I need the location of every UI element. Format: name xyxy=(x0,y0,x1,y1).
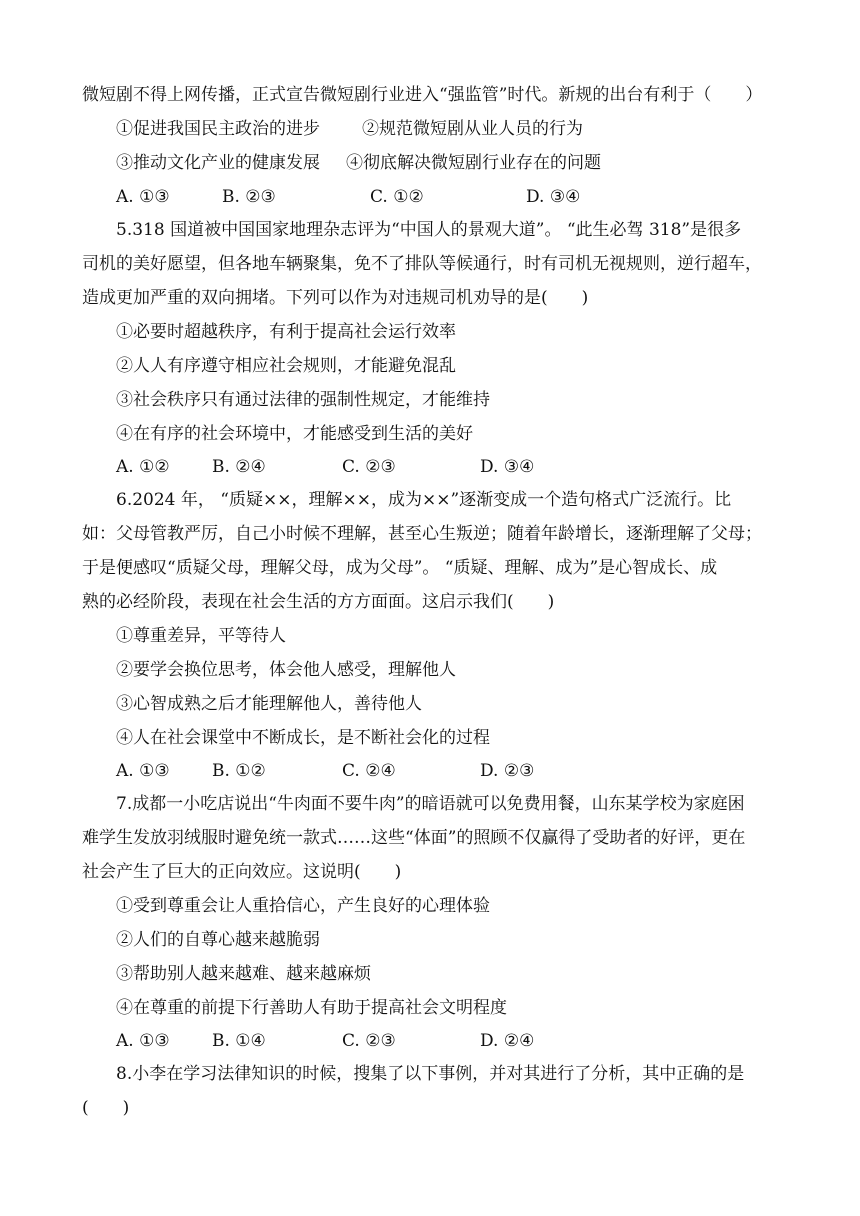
q8-stem-line-1: 8.小李在学习法律知识的时候，搜集了以下事例，并对其进行了分析，其中正确的是 xyxy=(116,1064,745,1084)
q5-option-b: B. ②④ xyxy=(212,457,266,477)
q5-item-3: ③社会秩序只有通过法律的强制性规定，才能维持 xyxy=(116,390,490,410)
q4-item-4: ④彻底解决微短剧行业存在的问题 xyxy=(346,153,601,173)
q4-item-2: ②规范微短剧从业人员的行为 xyxy=(362,119,583,139)
q6-option-b: B. ①② xyxy=(212,761,266,781)
q6-option-c: C. ②④ xyxy=(342,761,396,781)
q7-option-c: C. ②③ xyxy=(342,1031,396,1051)
q6-item-4: ④人在社会课堂中不断成长，是不断社会化的过程 xyxy=(116,728,490,748)
q6-option-a: A. ①③ xyxy=(116,761,170,781)
q5-option-c: C. ②③ xyxy=(342,457,396,477)
q5-stem-line-1: 5.318 国道被中国国家地理杂志评为“中国人的景观大道”。 “此生必驾 318”是很多 xyxy=(116,220,742,240)
q7-stem-line-3: 社会产生了巨大的正向效应。这说明( ) xyxy=(82,862,402,882)
q7-item-4: ④在尊重的前提下行善助人有助于提高社会文明程度 xyxy=(116,998,507,1018)
q5-stem-line-3: 造成更加严重的双向拥堵。下列可以作为对违规司机劝导的是( ) xyxy=(82,288,589,308)
q4-option-a: A. ①③ xyxy=(116,187,170,207)
q7-item-1: ①受到尊重会让人重拾信心，产生良好的心理体验 xyxy=(116,896,490,916)
q6-stem-line-1: 6.2024 年， “质疑××，理解××，成为××”逐渐变成一个造句格式广泛流行。比 xyxy=(116,490,732,510)
q5-stem-line-2: 司机的美好愿望，但各地车辆聚集，免不了排队等候通行，时有司机无视规则，逆行超车， xyxy=(82,254,762,274)
q4-stem-line: 微短剧不得上网传播，正式宣告微短剧行业进入“强监管”时代。新规的出台有利于（ ） xyxy=(82,85,763,105)
q7-item-2: ②人们的自尊心越来越脆弱 xyxy=(116,930,320,950)
q7-item-3: ③帮助别人越来越难、越来越麻烦 xyxy=(116,964,371,984)
q8-stem-line-2: ( ) xyxy=(82,1098,130,1118)
q7-option-b: B. ①④ xyxy=(212,1031,266,1051)
q7-option-a: A. ①③ xyxy=(116,1031,170,1051)
q6-stem-line-2: 如：父母管教严厉，自己小时候不理解，甚至心生叛逆；随着年龄增长，逐渐理解了父母； xyxy=(82,524,762,544)
q4-item-3: ③推动文化产业的健康发展 xyxy=(116,153,320,173)
q4-item-1: ①促进我国民主政治的进步 xyxy=(116,119,320,139)
q7-option-d: D. ②④ xyxy=(480,1031,535,1051)
q6-item-3: ③心智成熟之后才能理解他人，善待他人 xyxy=(116,694,422,714)
q5-item-1: ①必要时超越秩序，有利于提高社会运行效率 xyxy=(116,322,456,342)
q4-option-d: D. ③④ xyxy=(526,187,581,207)
q6-option-d: D. ②③ xyxy=(480,761,535,781)
q7-stem-line-2: 难学生发放羽绒服时避免统一款式……这些“体面”的照顾不仅赢得了受助者的好评，更在 xyxy=(82,828,746,848)
q5-item-2: ②人人有序遵守相应社会规则，才能避免混乱 xyxy=(116,356,456,376)
q6-stem-line-4: 熟的必经阶段，表现在社会生活的方方面面。这启示我们( ) xyxy=(82,592,555,612)
q7-stem-line-1: 7.成都一小吃店说出“牛肉面不要牛肉”的暗语就可以免费用餐，山东某学校为家庭困 xyxy=(116,794,745,814)
q6-item-2: ②要学会换位思考，体会他人感受，理解他人 xyxy=(116,660,456,680)
q5-option-d: D. ③④ xyxy=(480,457,535,477)
q5-item-4: ④在有序的社会环境中，才能感受到生活的美好 xyxy=(116,424,473,444)
q6-item-1: ①尊重差异，平等待人 xyxy=(116,626,286,646)
q4-option-b: B. ②③ xyxy=(222,187,276,207)
q4-option-c: C. ①② xyxy=(370,187,424,207)
q5-option-a: A. ①② xyxy=(116,457,170,477)
q6-stem-line-3: 于是便感叹“质疑父母，理解父母，成为父母”。 “质疑、理解、成为”是心智成长、成 xyxy=(82,558,718,578)
